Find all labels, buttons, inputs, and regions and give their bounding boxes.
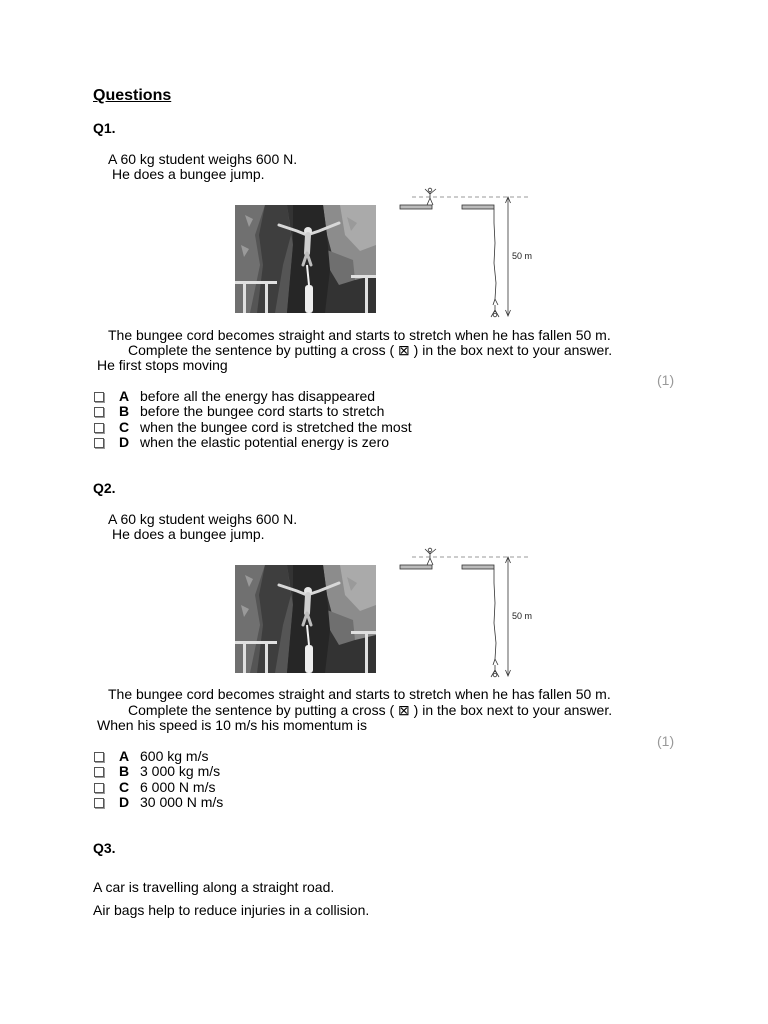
- option-text: when the elastic potential energy is zero: [140, 434, 390, 450]
- question-1-label: Q1.: [93, 120, 116, 136]
- height-arrow: [506, 557, 511, 676]
- stretched-cord: [494, 209, 496, 299]
- hanging-jumper-icon: [491, 299, 499, 317]
- height-arrow: [506, 197, 511, 316]
- question-2-instruction: Complete the sentence by putting a cross ( ⊠ ) in the box next to your answer.: [128, 702, 613, 718]
- cord-bundle: [305, 645, 313, 673]
- cord-bundle: [305, 285, 313, 313]
- question-2-stem: When his speed is 10 m/s his momentum is: [97, 717, 367, 733]
- platform-before: [400, 205, 432, 209]
- question-1-marks: (1): [657, 372, 675, 388]
- answer-checkbox[interactable]: [94, 423, 104, 433]
- question-2-option-c: [0, 779, 768, 795]
- option-letter: B: [119, 763, 130, 779]
- answer-checkbox[interactable]: [94, 783, 104, 793]
- question-1-option-d: [0, 434, 768, 450]
- hanging-jumper-icon: [491, 659, 499, 677]
- question-2-option-b: [0, 763, 768, 779]
- height-label: 50 m: [512, 611, 533, 621]
- page-heading: Questions: [93, 87, 172, 104]
- platform-after: [462, 205, 494, 209]
- answer-checkbox[interactable]: [94, 407, 104, 417]
- answer-checkbox[interactable]: [94, 752, 104, 762]
- question-2-intro-line-1: A 60 kg student weighs 600 N.: [108, 511, 298, 527]
- question-1-stem: He first stops moving: [97, 357, 228, 373]
- height-label: 50 m: [512, 251, 533, 261]
- answer-checkbox[interactable]: [94, 767, 104, 777]
- question-2-label: Q2.: [93, 480, 116, 496]
- stretched-cord: [494, 569, 496, 659]
- option-letter: A: [119, 388, 130, 404]
- option-text: before the bungee cord starts to stretch: [140, 403, 385, 419]
- platform-before: [400, 565, 432, 569]
- option-letter: B: [119, 403, 130, 419]
- question-1-option-c: [0, 419, 768, 435]
- question-2-option-d: [0, 794, 768, 810]
- question-1-option-b: [0, 403, 768, 419]
- option-letter: C: [119, 419, 130, 435]
- option-text: when the bungee cord is stretched the most: [140, 419, 412, 435]
- option-letter: C: [119, 779, 130, 795]
- answer-checkbox[interactable]: [94, 438, 104, 448]
- option-text: 6 000 N m/s: [140, 779, 216, 795]
- option-text: 600 kg m/s: [140, 748, 209, 764]
- answer-checkbox[interactable]: [94, 392, 104, 402]
- question-1-context: The bungee cord becomes straight and starts to stretch when he has fallen 50 m.: [108, 327, 611, 343]
- option-letter: D: [119, 434, 130, 450]
- platform-after: [462, 565, 494, 569]
- option-letter: D: [119, 794, 130, 810]
- question-2-bungee-diagram: [395, 543, 535, 683]
- question-1-intro-line-1: A 60 kg student weighs 600 N.: [108, 151, 298, 167]
- question-2-marks: (1): [657, 733, 675, 749]
- answer-checkbox[interactable]: [94, 798, 104, 808]
- question-3-label: Q3.: [93, 840, 116, 856]
- option-text: 30 000 N m/s: [140, 794, 224, 810]
- option-text: before all the energy has disappeared: [140, 388, 376, 404]
- option-letter: A: [119, 748, 130, 764]
- question-1-intro-line-2: He does a bungee jump.: [112, 166, 265, 182]
- question-2-bungee-photo: [235, 565, 376, 673]
- standing-jumper-icon: [425, 548, 436, 565]
- question-2-context: The bungee cord becomes straight and starts to stretch when he has fallen 50 m.: [108, 686, 611, 702]
- question-3-line-1: A car is travelling along a straight road.: [93, 879, 335, 895]
- option-text: 3 000 kg m/s: [140, 763, 221, 779]
- question-2-option-a: [0, 748, 768, 764]
- question-1-bungee-photo: [235, 205, 376, 313]
- question-3-line-2: Air bags help to reduce injuries in a collision.: [93, 902, 370, 918]
- question-1-bungee-diagram: [395, 183, 535, 323]
- question-1-instruction: Complete the sentence by putting a cross ( ⊠ ) in the box next to your answer.: [128, 342, 613, 358]
- question-1-option-a: [0, 388, 768, 404]
- question-2-intro-line-2: He does a bungee jump.: [112, 526, 265, 542]
